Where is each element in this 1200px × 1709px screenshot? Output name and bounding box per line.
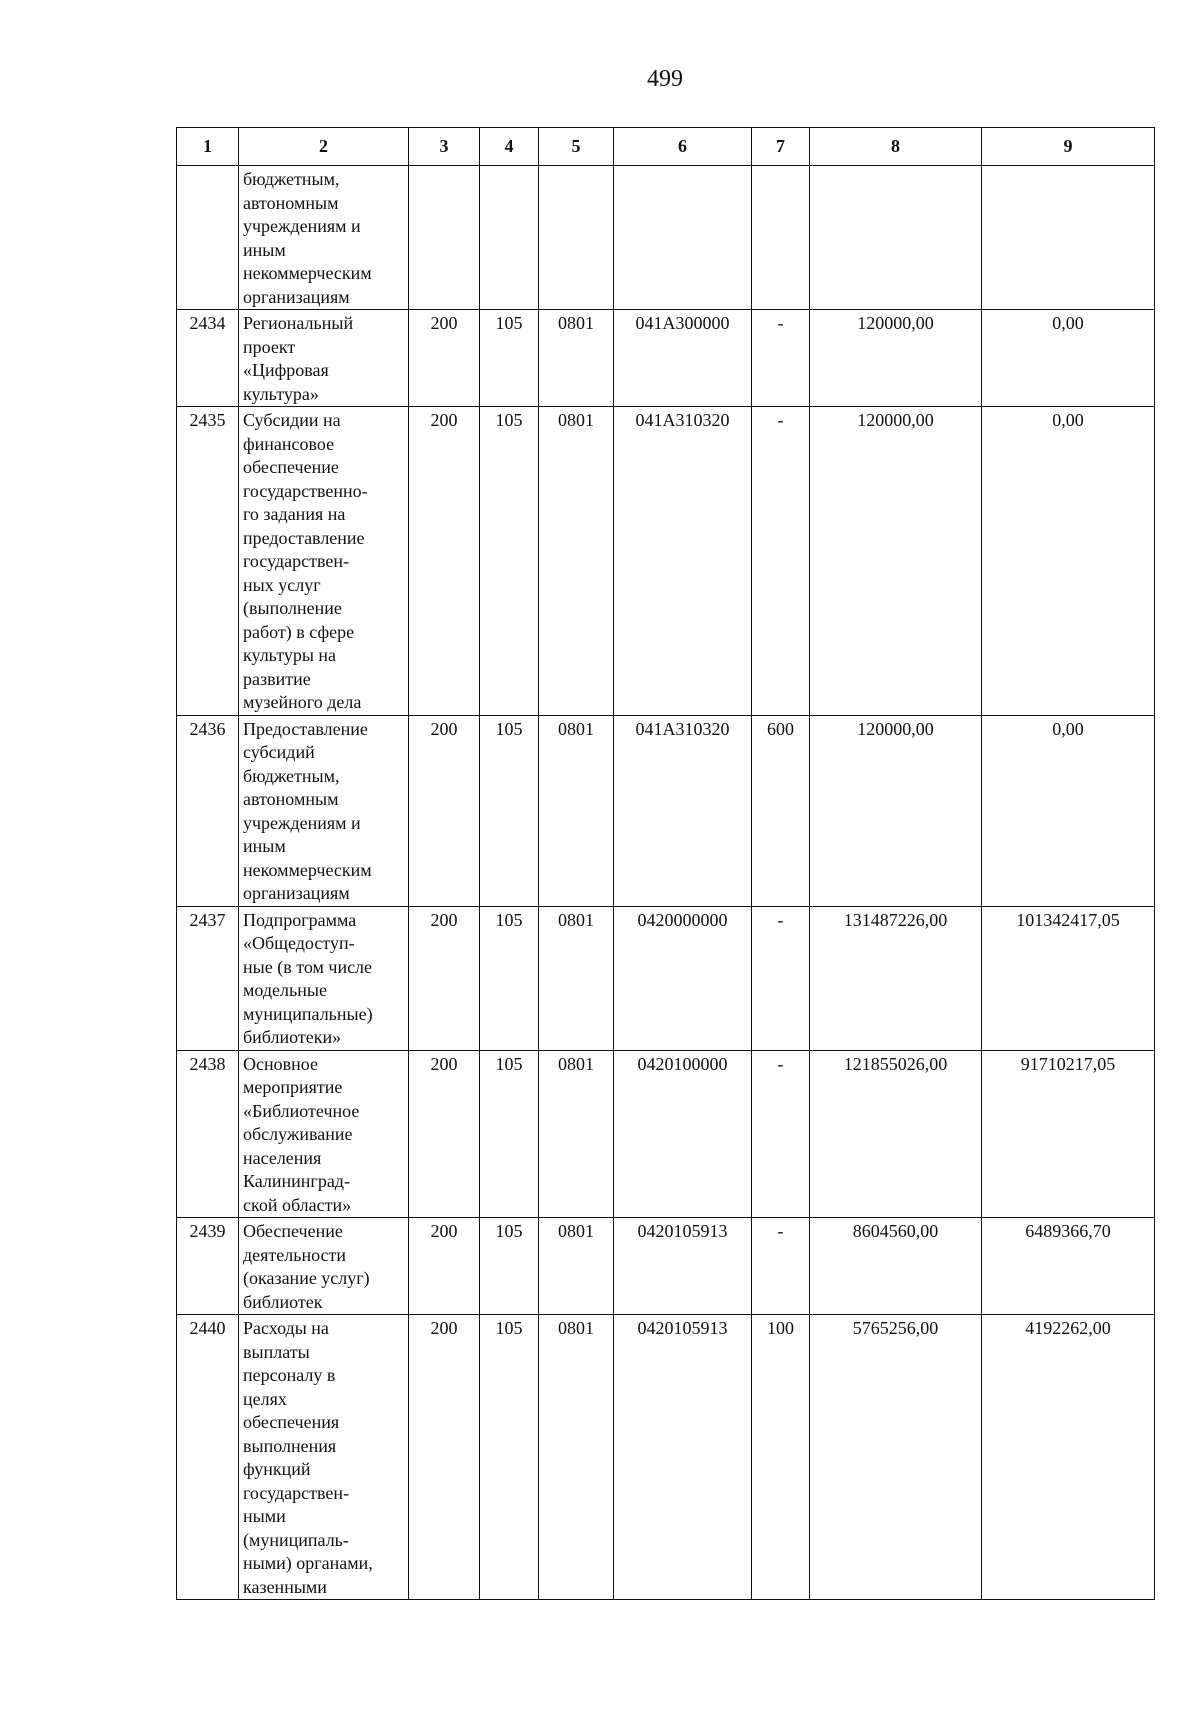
expense-type-cell: - — [752, 906, 810, 1050]
item-name-line: культура» — [243, 383, 319, 404]
item-name-line: культуры на — [243, 645, 337, 665]
amount-col9-cell: 0,00 — [982, 310, 1155, 407]
item-name-line: модельные — [243, 980, 327, 1000]
item-name-cell — [239, 1315, 409, 1600]
code-col4-cell: 105 — [480, 1050, 539, 1218]
expense-type-cell: - — [752, 1050, 810, 1218]
item-name-line: ными) органами, — [243, 1553, 373, 1573]
table-body — [177, 166, 1155, 1600]
row-number-cell: 2437 — [177, 906, 239, 1050]
item-name-line: некоммерческим — [243, 859, 372, 880]
header-cell-2: 2 — [239, 128, 409, 166]
header-cell-3: 3 — [409, 128, 480, 166]
target-article-cell — [614, 166, 752, 310]
item-name-line: проект — [243, 336, 296, 357]
expense-type-cell — [752, 166, 810, 310]
section-code-cell: 0801 — [539, 407, 614, 716]
page-number: 499 — [647, 66, 683, 92]
target-article-cell: 041A310320 — [614, 715, 752, 906]
ministry-code-cell: 200 — [409, 310, 480, 407]
item-name-line: выполнения — [243, 1435, 337, 1456]
item-name-line: персоналу в — [243, 1365, 336, 1385]
section-code-cell: 0801 — [539, 1218, 614, 1315]
item-name-line: работ) в сфере — [243, 621, 355, 642]
row-number-cell: 2439 — [177, 1218, 239, 1315]
item-name-line: «Библиотечное — [243, 1100, 360, 1121]
section-code-cell: 0801 — [539, 310, 614, 407]
target-article-cell: 041A300000 — [614, 310, 752, 407]
item-name-line: мероприятие — [243, 1077, 343, 1097]
item-name-cell — [239, 310, 409, 407]
item-name-cell — [239, 407, 409, 716]
section-code-cell: 0801 — [539, 1050, 614, 1218]
item-name-line: библиотеки» — [243, 1027, 342, 1047]
item-name-line: субсидий — [243, 742, 315, 762]
item-name-line: ными — [243, 1506, 286, 1526]
item-name-line: «Цифровая — [243, 360, 329, 380]
item-name-line: (муниципаль- — [243, 1529, 349, 1550]
item-name-line: обеспечения — [243, 1412, 340, 1432]
item-name-line: бюджетным, — [243, 765, 340, 786]
table-row — [177, 407, 1155, 716]
item-name-line: обслуживание — [243, 1124, 353, 1144]
amount-col9-cell: 0,00 — [982, 407, 1155, 716]
item-name-line: Калининград- — [243, 1171, 350, 1191]
table-row — [177, 906, 1155, 1050]
item-name-line: (оказание услуг) — [243, 1268, 370, 1288]
row-number-cell: 2436 — [177, 715, 239, 906]
ministry-code-cell: 200 — [409, 715, 480, 906]
amount-col9-cell: 0,00 — [982, 715, 1155, 906]
item-name-cell — [239, 1218, 409, 1315]
target-article-cell: 0420100000 — [614, 1050, 752, 1218]
item-name-line: государствен- — [243, 1482, 350, 1503]
table-row — [177, 1315, 1155, 1600]
section-code-cell: 0801 — [539, 1315, 614, 1600]
header-cell-8: 8 — [810, 128, 982, 166]
item-name-cell — [239, 1050, 409, 1218]
code-col4-cell: 105 — [480, 1218, 539, 1315]
ministry-code-cell: 200 — [409, 1218, 480, 1315]
row-number-cell — [177, 166, 239, 310]
table-row — [177, 310, 1155, 407]
item-name-line: библиотек — [243, 1291, 323, 1312]
expense-type-cell: - — [752, 310, 810, 407]
item-name-line: государствен- — [243, 551, 350, 571]
item-name-line: го задания на — [243, 504, 346, 524]
item-name-line: Основное — [243, 1053, 318, 1074]
amount-col9-cell: 4192262,00 — [982, 1315, 1155, 1600]
item-name-line: Субсидии на — [243, 410, 341, 430]
ministry-code-cell: 200 — [409, 1315, 480, 1600]
code-col4-cell: 105 — [480, 715, 539, 906]
row-number-cell: 2435 — [177, 407, 239, 716]
table-row — [177, 1218, 1155, 1315]
item-name-line: целях — [243, 1388, 287, 1409]
item-name-cell — [239, 715, 409, 906]
item-name-line: ской области» — [243, 1194, 352, 1215]
item-name-line: казенными — [243, 1576, 327, 1597]
item-name-line: (выполнение — [243, 598, 342, 618]
amount-col8-cell: 120000,00 — [810, 407, 982, 716]
budget-table — [176, 127, 1155, 1600]
code-col4-cell — [480, 166, 539, 310]
item-name-line: учреждениям и — [243, 812, 361, 833]
amount-col9-cell: 91710217,05 — [982, 1050, 1155, 1218]
row-number-cell: 2440 — [177, 1315, 239, 1600]
item-name-line: обеспечение — [243, 457, 339, 477]
table-row — [177, 1050, 1155, 1218]
item-name-line: населения — [243, 1147, 322, 1168]
target-article-cell: 041A310320 — [614, 407, 752, 716]
code-col4-cell: 105 — [480, 906, 539, 1050]
header-cell-5: 5 — [539, 128, 614, 166]
amount-col8-cell: 131487226,00 — [810, 906, 982, 1050]
amount-col8-cell: 121855026,00 — [810, 1050, 982, 1218]
item-name-line: деятельности — [243, 1244, 347, 1265]
ministry-code-cell: 200 — [409, 407, 480, 716]
target-article-cell: 0420105913 — [614, 1218, 752, 1315]
item-name-line: функций — [243, 1459, 311, 1479]
item-name-line: финансовое — [243, 433, 335, 454]
amount-col9-cell: 101342417,05 — [982, 906, 1155, 1050]
code-col4-cell: 105 — [480, 310, 539, 407]
item-name-line: некоммерческим — [243, 263, 372, 283]
amount-col8-cell: 5765256,00 — [810, 1315, 982, 1600]
amount-col8-cell — [810, 166, 982, 310]
expense-type-cell: 600 — [752, 715, 810, 906]
ministry-code-cell: 200 — [409, 1050, 480, 1218]
expense-type-cell: - — [752, 1218, 810, 1315]
item-name-line: организациям — [243, 883, 350, 903]
item-name-line: «Общедоступ- — [243, 933, 355, 953]
item-name-line: автономным — [243, 789, 339, 809]
header-cell-9: 9 — [982, 128, 1155, 166]
ministry-code-cell: 200 — [409, 906, 480, 1050]
item-name-line: музейного дела — [243, 692, 362, 712]
amount-col8-cell: 8604560,00 — [810, 1218, 982, 1315]
item-name-line: выплаты — [243, 1341, 310, 1362]
row-number-cell: 2434 — [177, 310, 239, 407]
item-name-line: Региональный — [243, 313, 354, 333]
expense-type-cell: 100 — [752, 1315, 810, 1600]
item-name-line: ные (в том числе — [243, 956, 373, 977]
section-code-cell: 0801 — [539, 906, 614, 1050]
row-number-cell: 2438 — [177, 1050, 239, 1218]
item-name-line: Предоставление — [243, 718, 368, 739]
target-article-cell: 0420000000 — [614, 906, 752, 1050]
expense-type-cell: - — [752, 407, 810, 716]
item-name-line: автономным — [243, 192, 339, 213]
item-name-line: развитие — [243, 668, 311, 689]
code-col4-cell: 105 — [480, 1315, 539, 1600]
item-name-cell — [239, 166, 409, 310]
table-row — [177, 715, 1155, 906]
header-cell-4: 4 — [480, 128, 539, 166]
item-name-line: Подпрограмма — [243, 909, 357, 930]
section-code-cell: 0801 — [539, 715, 614, 906]
item-name-line: государственно- — [243, 480, 368, 501]
section-code-cell — [539, 166, 614, 310]
item-name-line: бюджетным, — [243, 169, 340, 189]
code-col4-cell: 105 — [480, 407, 539, 716]
item-name-cell — [239, 906, 409, 1050]
table-header-row — [177, 128, 1155, 166]
item-name-line: муниципальные) — [243, 1003, 373, 1024]
table-row — [177, 166, 1155, 310]
item-name-line: учреждениям и — [243, 216, 361, 236]
amount-col8-cell: 120000,00 — [810, 715, 982, 906]
amount-col8-cell: 120000,00 — [810, 310, 982, 407]
item-name-line: предоставление — [243, 527, 365, 548]
ministry-code-cell — [409, 166, 480, 310]
header-cell-6: 6 — [614, 128, 752, 166]
item-name-line: Расходы на — [243, 1318, 329, 1338]
header-cell-1: 1 — [177, 128, 239, 166]
item-name-line: иным — [243, 239, 286, 260]
item-name-line: Обеспечение — [243, 1221, 343, 1241]
amount-col9-cell: 6489366,70 — [982, 1218, 1155, 1315]
item-name-line: ных услуг — [243, 574, 321, 595]
header-cell-7: 7 — [752, 128, 810, 166]
item-name-line: организациям — [243, 286, 350, 307]
amount-col9-cell — [982, 166, 1155, 310]
target-article-cell: 0420105913 — [614, 1315, 752, 1600]
item-name-line: иным — [243, 836, 286, 856]
